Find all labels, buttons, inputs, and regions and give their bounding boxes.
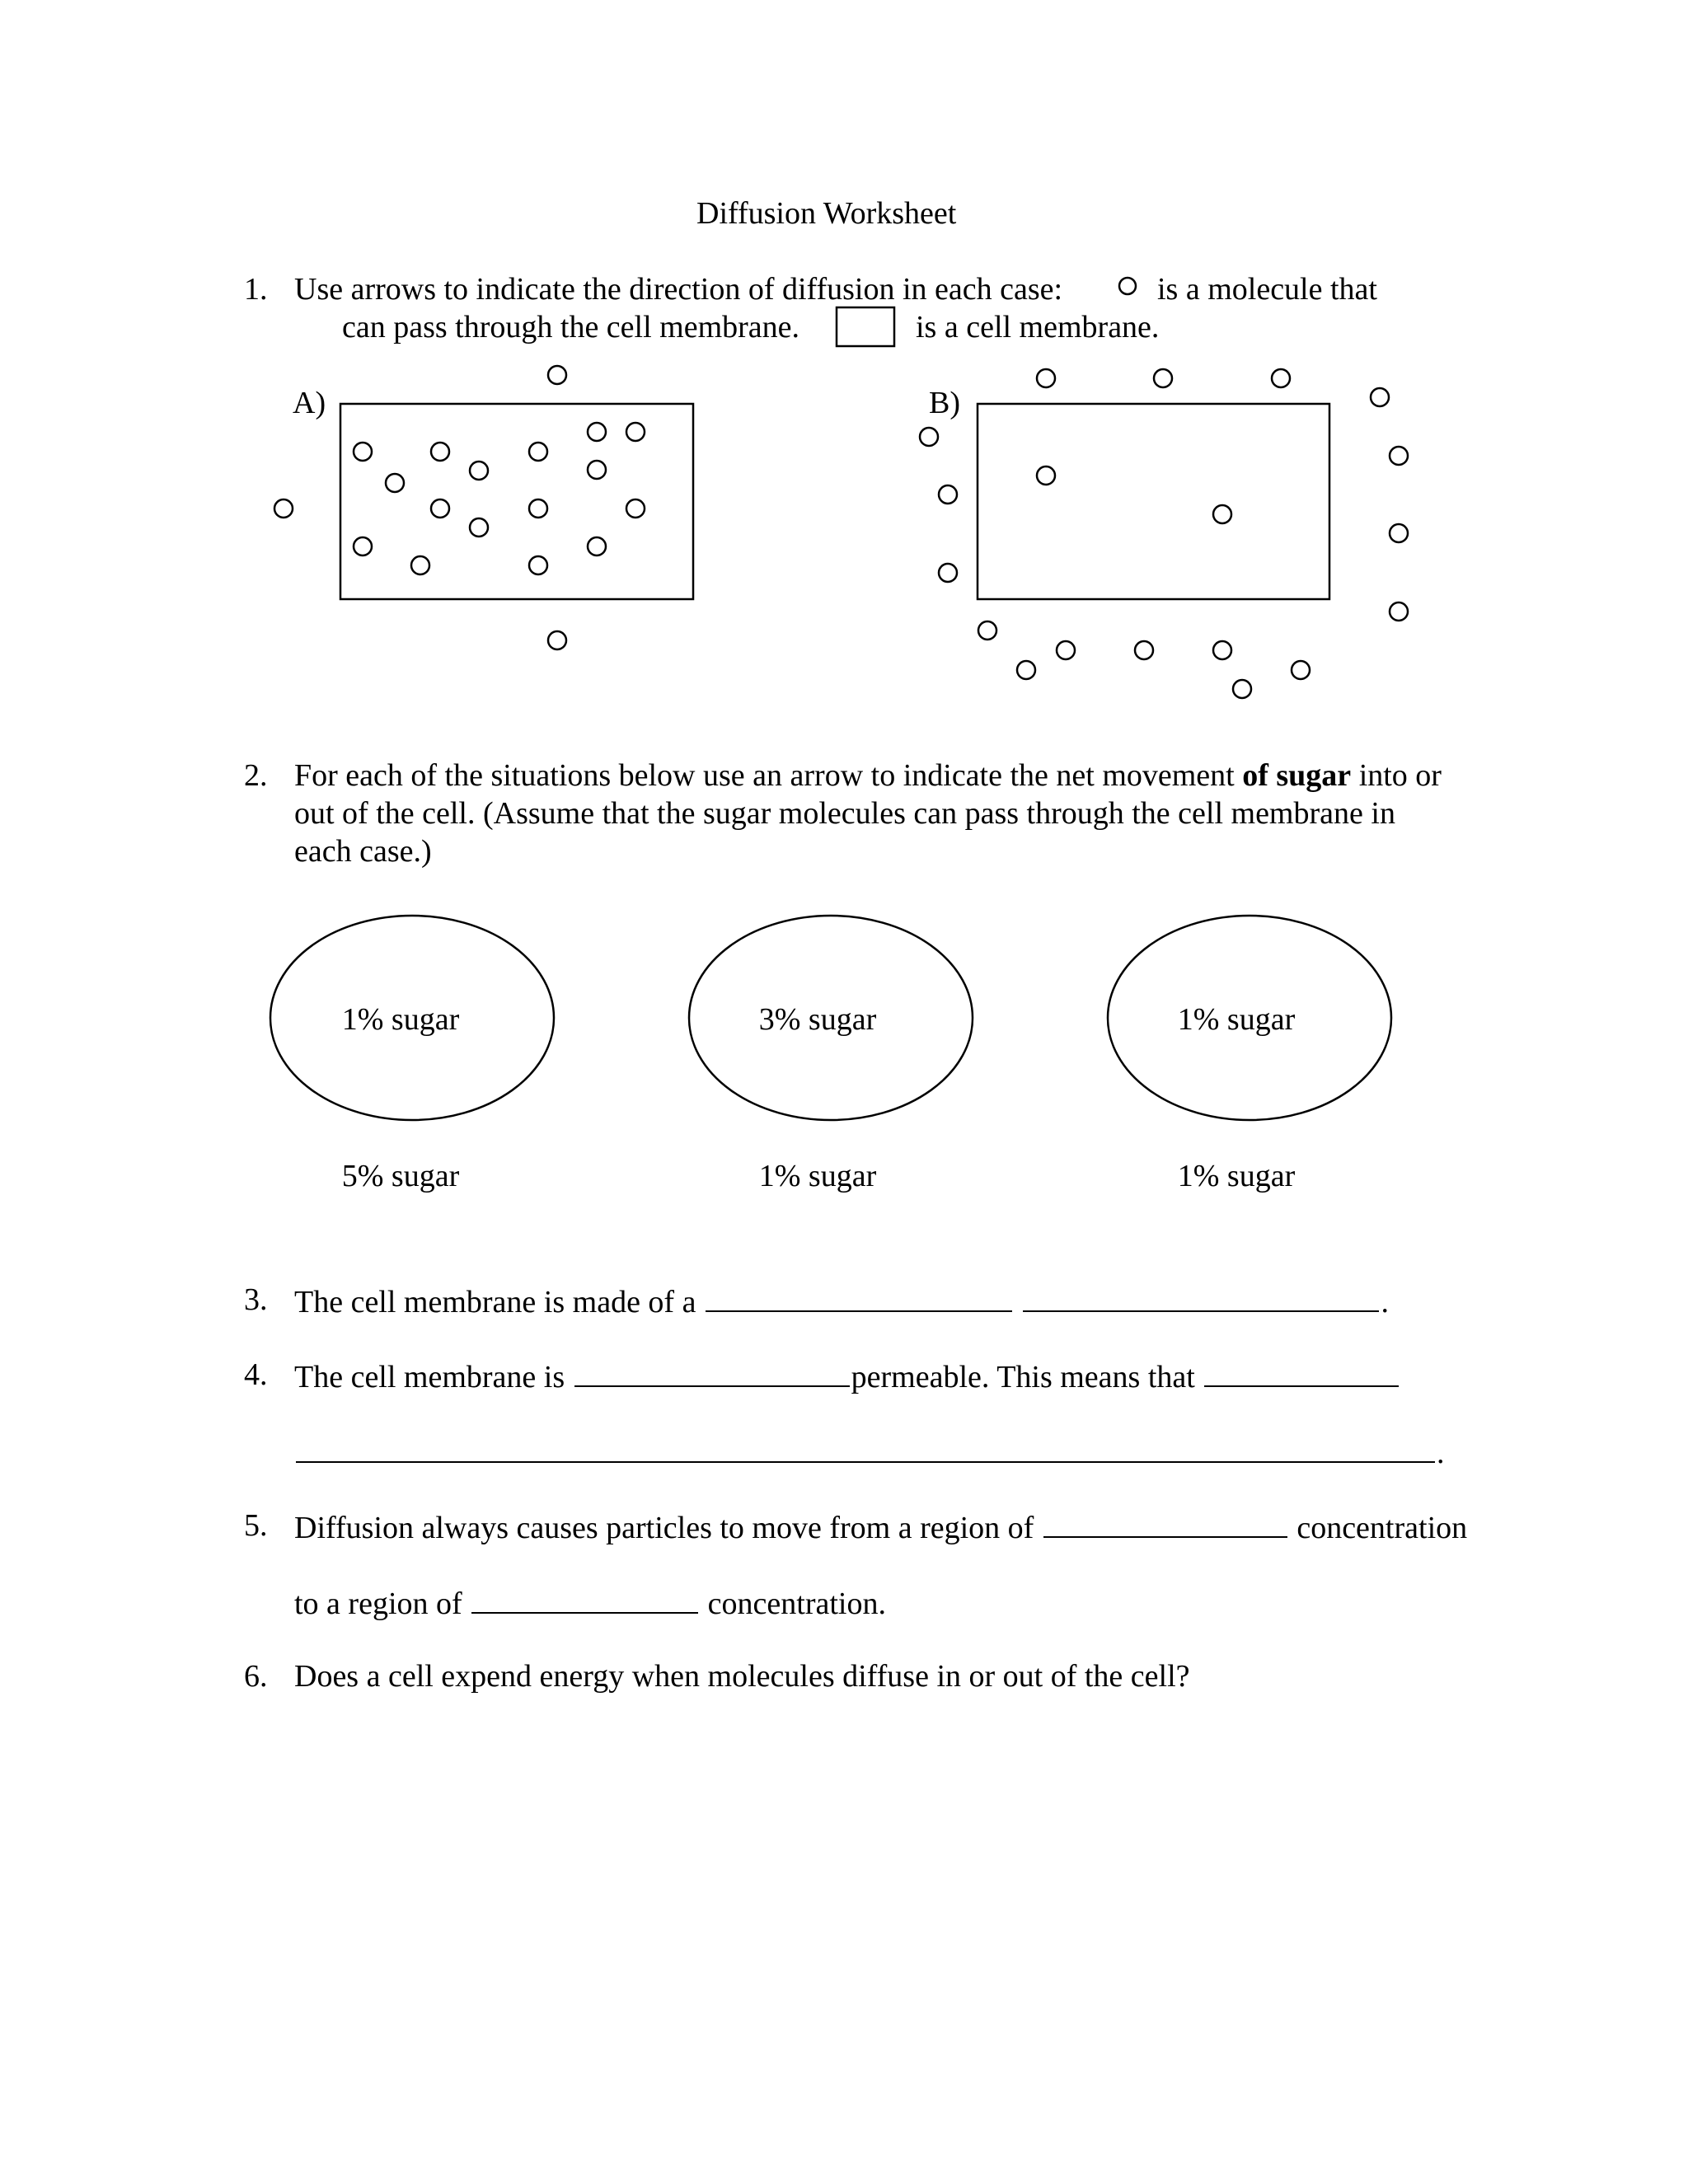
q3-number: 3.	[244, 1282, 268, 1317]
legend-molecule-icon	[1119, 278, 1136, 294]
q1-text-c: can pass through the cell membrane.	[342, 310, 800, 344]
cell-1-outside-label: 5% sugar	[341, 1159, 460, 1193]
page-title: Diffusion Worksheet	[696, 196, 957, 231]
q5-line2	[294, 1582, 886, 1623]
cell-2-inside-label: 3% sugar	[758, 1002, 877, 1037]
q6-number: 6.	[244, 1659, 268, 1694]
q2-line2: out of the cell. (Assume that the sugar molecules can pass through the cell membrane in	[294, 796, 1395, 831]
q5-text-a: Diffusion always causes particles to move from a region of	[294, 1511, 1034, 1545]
q4-text-b: permeable. This means that	[851, 1360, 1195, 1394]
q1-label-a: A)	[293, 386, 326, 420]
q5-text-d: concentration.	[707, 1586, 886, 1621]
q4-end: .	[1437, 1436, 1445, 1470]
q4-number: 4.	[244, 1357, 268, 1392]
cell-2-outside-label: 1% sugar	[758, 1159, 877, 1193]
q3-line	[294, 1281, 1389, 1321]
q2-number: 2.	[244, 758, 268, 793]
q5-line1	[294, 1507, 1467, 1547]
q2-line1-pre: For each of the situations below use an arrow to indicate the net movement	[294, 758, 1235, 793]
q3-blank-2[interactable]	[1023, 1281, 1379, 1312]
q5-number: 5.	[244, 1508, 268, 1543]
q4-line2	[294, 1432, 1445, 1472]
cell-1-inside-label: 1% sugar	[341, 1002, 460, 1037]
legend-membrane-icon	[837, 307, 894, 346]
cell-3-inside-label: 1% sugar	[1177, 1002, 1296, 1037]
q3-end: .	[1381, 1285, 1389, 1319]
q3-text: The cell membrane is made of a	[294, 1285, 696, 1319]
q1-label-b: B)	[929, 386, 960, 420]
q4-text-a: The cell membrane is	[294, 1360, 565, 1394]
q2-line1-post: into or	[1358, 758, 1442, 793]
q2-line1	[294, 757, 1442, 794]
q4-line	[294, 1356, 1400, 1396]
q4-blank-2[interactable]	[1204, 1356, 1399, 1387]
q4-blank-1[interactable]	[574, 1356, 850, 1387]
cell-3-outside-label: 1% sugar	[1177, 1159, 1296, 1193]
q2-line3: each case.)	[294, 834, 432, 869]
q6-text: Does a cell expend energy when molecules diffuse in or out of the cell?	[294, 1659, 1190, 1694]
q1-text-b: is a molecule that	[1157, 272, 1377, 307]
diagram-a-molecules	[274, 366, 645, 649]
q5-blank-1[interactable]	[1043, 1507, 1287, 1538]
q5-text-c: to a region of	[294, 1586, 462, 1621]
q1-text-a: Use arrows to indicate the direction of diffusion in each case:	[294, 272, 1063, 307]
diagram-b-molecules	[920, 369, 1408, 698]
q1-text-d: is a cell membrane.	[916, 310, 1160, 344]
q2-line1-bold: of sugar	[1242, 758, 1352, 793]
q5-blank-2[interactable]	[471, 1582, 698, 1614]
q5-text-b: concentration	[1296, 1511, 1468, 1545]
diagram-b-membrane	[978, 404, 1329, 599]
q3-blank-1[interactable]	[706, 1281, 1012, 1312]
q1-number: 1.	[244, 272, 268, 307]
q4-blank-3[interactable]	[296, 1432, 1435, 1463]
